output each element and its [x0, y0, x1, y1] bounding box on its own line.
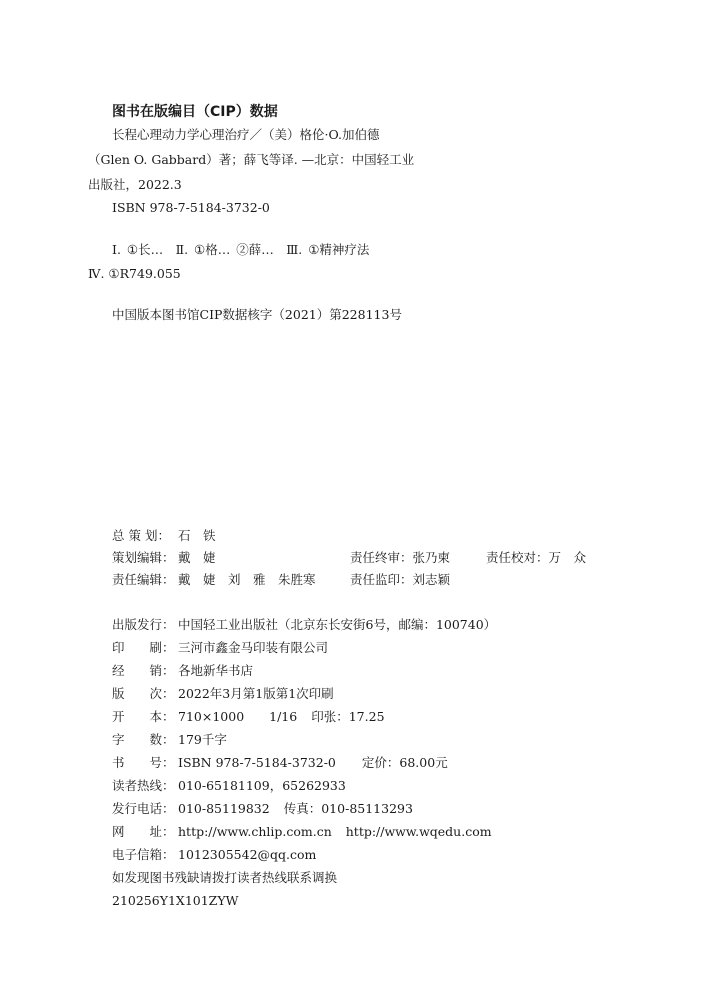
credit-proofreader	[486, 550, 586, 566]
fax-label: 传真：	[283, 801, 322, 816]
sheets-label: 印张：	[311, 709, 349, 724]
distributor-value: 各地新华书店	[178, 663, 254, 678]
pub-edition	[112, 686, 334, 702]
credit-planning-editor	[112, 550, 216, 566]
pub-phone	[112, 801, 413, 817]
print-supervisor-value: 刘志颖	[412, 572, 451, 587]
cip-number: 中国版本图书馆CIP数据核字（2021）第228113号	[112, 307, 402, 322]
words-label: 字 数：	[112, 732, 175, 747]
credit-responsible-editor	[112, 572, 316, 588]
cip-line-1: 长程心理动力学心理治疗／（美）格伦·O.加伯德	[112, 127, 380, 142]
pub-words	[112, 732, 227, 748]
final-review-label: 责任终审：	[350, 550, 413, 565]
pub-distributor	[112, 663, 253, 679]
credit-final-review	[350, 550, 450, 566]
printer-label: 印 刷：	[112, 640, 175, 655]
words-value: 179千字	[178, 732, 227, 747]
format-value: 710×1000 1/16	[178, 709, 298, 724]
format-label: 开 本：	[112, 709, 175, 724]
cip-line-3: 出版社，2022.3	[88, 177, 182, 192]
price-label: 定价：	[361, 755, 400, 770]
pub-format	[112, 709, 385, 725]
website-link-1[interactable]: http://www.chlip.com.cn	[178, 824, 332, 839]
distributor-label: 经 销：	[112, 663, 175, 678]
edition-label: 版 次：	[112, 686, 175, 701]
responsible-editor-label: 责任编辑：	[112, 572, 175, 587]
cip-subject-1: Ⅰ. ①长… Ⅱ. ①格… ②薛… Ⅲ. ①精神疗法	[112, 242, 370, 257]
planning-editor-label: 策划编辑：	[112, 550, 175, 565]
cip-line-2: （Glen O. Gabbard）著；薛飞等译. —北京：中国轻工业	[88, 152, 415, 167]
cip-title: 图书在版编目（CIP）数据	[112, 104, 278, 120]
planning-editor-value: 戴 婕	[178, 550, 216, 565]
pub-printer	[112, 640, 328, 656]
publisher-value: 中国轻工业出版社（北京东长安街6号，邮编：100740）	[178, 617, 497, 632]
fax-value: 010-85113293	[321, 801, 413, 816]
pub-hotline	[112, 778, 346, 794]
pub-notice: 如发现图书残缺请拨打读者热线联系调换	[112, 870, 338, 885]
hotline-label: 读者热线：	[112, 778, 175, 793]
website-label: 网 址：	[112, 824, 175, 839]
planner-value: 石 铁	[178, 528, 216, 543]
credit-planner	[112, 528, 216, 544]
planner-label: 总 策 划：	[112, 528, 170, 543]
email-value[interactable]: 1012305542@qq.com	[178, 847, 317, 862]
pub-book-number	[112, 755, 448, 771]
cip-subject-2: Ⅳ. ①R749.055	[88, 266, 181, 281]
book-number-value: ISBN 978-7-5184-3732-0	[178, 755, 336, 770]
pub-code: 210256Y1X101ZYW	[112, 893, 239, 908]
printer-value: 三河市鑫金马印装有限公司	[178, 640, 329, 655]
price-value: 68.00元	[399, 755, 448, 770]
cip-isbn: ISBN 978-7-5184-3732-0	[112, 200, 270, 215]
publisher-label: 出版发行：	[112, 617, 175, 632]
credit-print-supervisor	[350, 572, 450, 588]
final-review-value: 张乃柬	[412, 550, 451, 565]
proofreader-value: 万 众	[548, 550, 587, 565]
book-number-label: 书 号：	[112, 755, 175, 770]
pub-publisher	[112, 617, 496, 633]
pub-website	[112, 824, 492, 840]
sheets-value: 17.25	[348, 709, 385, 724]
phone-label: 发行电话：	[112, 801, 175, 816]
website-link-2[interactable]: http://www.wqedu.com	[345, 824, 492, 839]
email-label: 电子信箱：	[112, 847, 175, 862]
responsible-editor-value: 戴 婕 刘 雅 朱胜寒	[178, 572, 316, 587]
hotline-value: 010-65181109，65262933	[178, 778, 346, 793]
print-supervisor-label: 责任监印：	[350, 572, 413, 587]
proofreader-label: 责任校对：	[486, 550, 549, 565]
edition-value: 2022年3月第1版第1次印刷	[178, 686, 334, 701]
pub-email	[112, 847, 316, 863]
phone-value: 010-85119832	[178, 801, 270, 816]
